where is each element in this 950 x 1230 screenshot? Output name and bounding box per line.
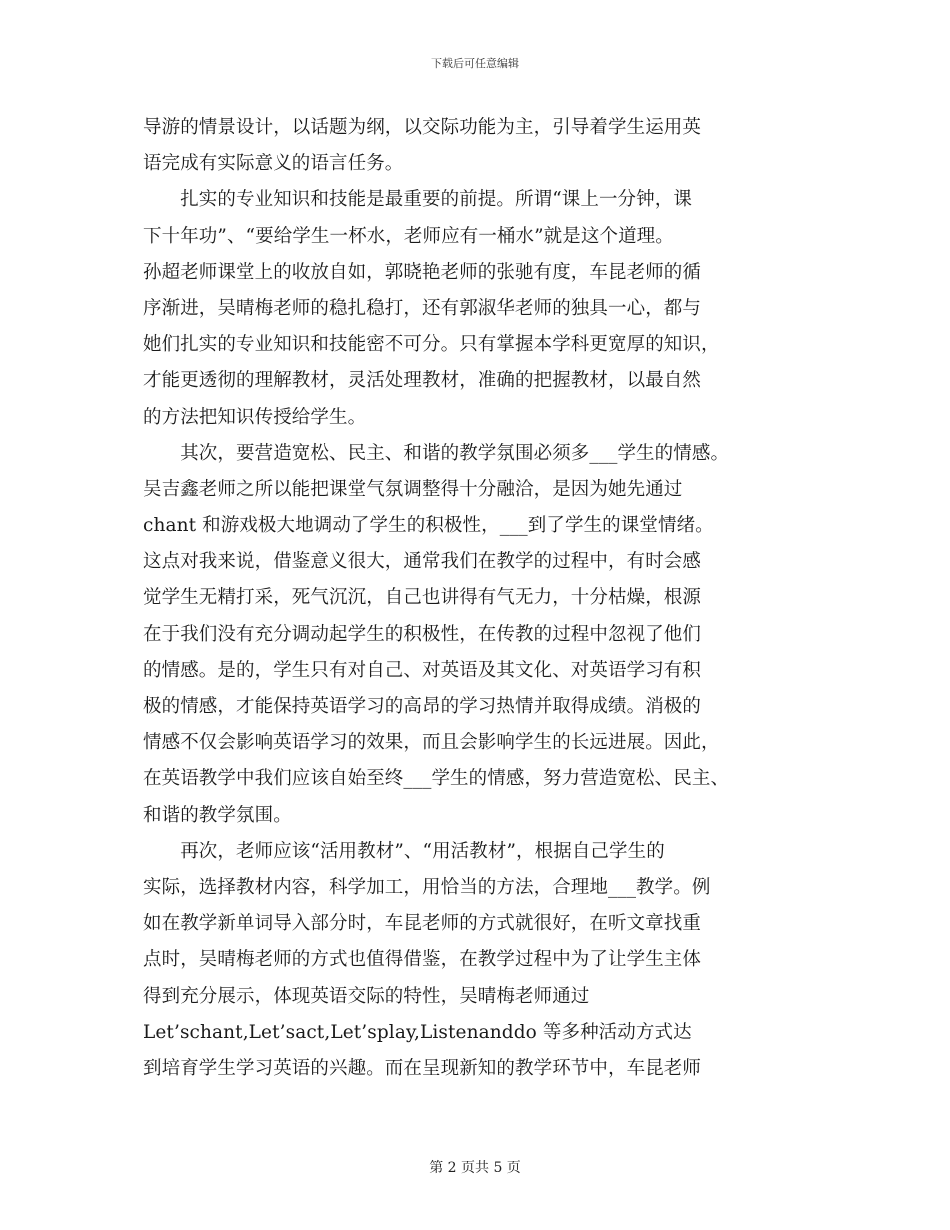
text-line: 导游的情景设计，以话题为纲，以交际功能为主，引导着学生运用英	[143, 117, 702, 138]
text-line: 这点对我来说，借鉴意义很大，通常我们在教学的过程中，有时会感	[143, 551, 702, 573]
page-header: 下载后可任意编辑	[431, 57, 519, 70]
text-line: chant 和游戏极大地调动了学生的积极性，___到了学生的课堂情绪。	[143, 515, 714, 537]
text-line: 得到充分展示，体现英语交际的特性，吴晴梅老师通过	[143, 985, 590, 1007]
text-line: Let’schant,Let’sact,Let’splay,Listenanddo 等多种活动方式达	[143, 1021, 692, 1043]
text-line: 到培育学生学习英语的兴趣。而在呈现新知的教学环节中，车昆老师	[143, 1057, 702, 1079]
text-line: 在于我们没有充分调动起学生的积极性，在传教的过程中忽视了他们	[143, 623, 702, 645]
text-line: 的方法把知识传授给学生。	[143, 406, 367, 428]
text-line: 情感不仅会影响英语学习的效果，而且会影响学生的长远进展。因此，	[143, 732, 720, 754]
text-line: 再次，老师应该“活用教材”、“用活教材”，根据自己学生的	[143, 840, 665, 862]
text-line: 在英语教学中我们应该自始至终___学生的情感，努力营造宽松、民主、	[143, 768, 730, 790]
document-body	[143, 110, 823, 1087]
text-line: 吴吉鑫老师之所以能把课堂气氛调整得十分融洽，是因为她先通过	[143, 478, 683, 500]
text-line: 才能更透彻的理解教材，灵活处理教材，准确的把握教材，以最自然	[143, 370, 702, 392]
text-line: 下十年功”、“要给学生一杯水，老师应有一桶水”就是这个道理。	[143, 225, 674, 247]
text-line: 极的情感，才能保持英语学习的高昂的学习热情并取得成绩。消极的	[143, 696, 702, 717]
text-line: 语完成有实际意义的语言任务。	[143, 153, 404, 175]
text-line: 她们扎实的专业知识和技能密不可分。只有掌握本学科更宽厚的知识，	[143, 334, 720, 356]
text-line: 如在教学新单词导入部分时，车昆老师的方式就很好，在听文章找重	[143, 913, 702, 935]
text-line: 点时，吴晴梅老师的方式也值得借鉴，在教学过程中为了让学生主体	[143, 949, 702, 971]
text-line: 扎实的专业知识和技能是最重要的前提。所谓“课上一分钟，课	[143, 189, 692, 211]
text-line: 的情感。是的，学生只有对自己、对英语及其文化、对英语学习有积	[143, 659, 702, 681]
text-line: 孙超老师课堂上的收放自如，郭晓艳老师的张驰有度，车昆老师的循	[143, 261, 702, 283]
text-line: 其次，要营造宽松、民主、和谐的教学氛围必须多___学生的情感。	[143, 442, 730, 464]
text-line: 实际，选择教材内容，科学加工，用恰当的方法，合理地___教学。例	[143, 876, 711, 898]
text-line: 觉学生无精打采，死气沉沉，自己也讲得有气无力，十分枯燥，根源	[143, 587, 702, 609]
text-line: 和谐的教学氛围。	[143, 804, 292, 826]
text-line: 序渐进，吴晴梅老师的稳扎稳打，还有郭淑华老师的独具一心，都与	[143, 297, 702, 319]
page-number: 第 2 页共 5 页	[429, 1160, 521, 1176]
